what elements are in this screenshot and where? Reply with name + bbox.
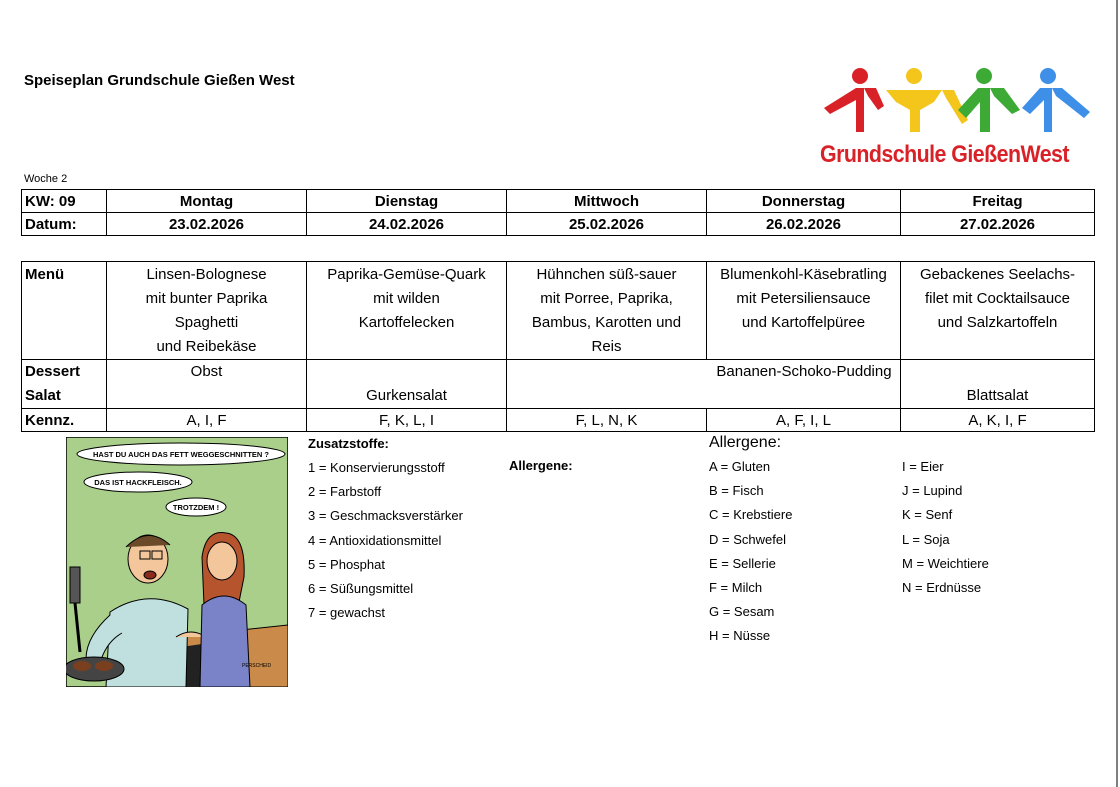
- cartoon-bubble-1: HAST DU AUCH DAS FETT WEGGESCHNITTEN ?: [93, 450, 269, 459]
- menu-line: mit bunter Paprika: [145, 290, 268, 307]
- allergen-item: A = Gluten: [709, 459, 771, 474]
- dessert-cell-mittwoch-donnerstag: [507, 360, 901, 409]
- dessert-cell-freitag: [901, 360, 1095, 409]
- zusatzstoff-item: 7 = gewachst: [308, 605, 385, 621]
- day-date: 24.02.2026: [307, 213, 507, 236]
- page-edge-border: [1116, 0, 1118, 787]
- menu-line: Bambus, Karotten und: [531, 314, 682, 331]
- kennz-value: A, I, F: [107, 409, 307, 432]
- allergene-list-2: [902, 455, 989, 600]
- page-title: Speiseplan Grundschule Gießen West: [24, 72, 295, 89]
- datum-label: Datum:: [22, 213, 107, 236]
- menu-table: [21, 261, 1095, 432]
- logo-text-label: Grundschule GießenWest: [820, 141, 1069, 168]
- dessert-label: Dessert: [25, 363, 81, 380]
- kennz-value: A, K, I, F: [901, 409, 1095, 432]
- kennz-value: F, L, N, K: [507, 409, 707, 432]
- salat-value: Blattsalat: [966, 387, 1029, 404]
- kennz-value: A, F, I, L: [707, 409, 901, 432]
- zusatzstoff-item: 3 = Geschmacksverstärker: [308, 508, 463, 524]
- menu-line: und Salzkartoffeln: [937, 314, 1058, 331]
- day-name: Donnerstag: [707, 190, 901, 213]
- allergen-item: L = Soja: [902, 531, 950, 547]
- cartoon-image: [66, 437, 288, 687]
- logo-figure-yellow: [886, 68, 968, 132]
- menu-line: mit wilden: [373, 290, 440, 307]
- day-name: Mittwoch: [507, 190, 707, 213]
- zusatzstoff-item: 6 = Süßungsmittel: [308, 581, 414, 597]
- zusatzstoffe-list: [308, 436, 463, 625]
- menu-line: mit Porree, Paprika,: [540, 290, 673, 307]
- day-name: Freitag: [901, 190, 1095, 213]
- menu-line: Reis: [591, 338, 622, 355]
- day-date: 23.02.2026: [107, 213, 307, 236]
- cartoon-signature: PERSCHEID: [242, 663, 272, 669]
- menu-label: Menü: [22, 262, 107, 360]
- allergen-item: C = Krebstiere: [709, 507, 793, 523]
- header-days-row: [22, 190, 1095, 213]
- menu-cell-freitag: [901, 262, 1095, 360]
- menu-line: Blumenkohl-Käsebratling: [720, 266, 887, 283]
- menu-line: und Kartoffelpüree: [741, 314, 866, 331]
- cartoon-bubble-2: DAS IST HACKFLEISCH.: [94, 478, 182, 487]
- salat-value: [507, 384, 900, 408]
- cartoon-bubble-3: TROTZDEM !: [172, 503, 220, 512]
- kennz-label: Kennz.: [22, 409, 107, 432]
- day-name: Montag: [107, 190, 307, 213]
- menu-line: Hühnchen süß-sauer: [536, 266, 677, 283]
- day-date: 27.02.2026: [901, 213, 1095, 236]
- logo-figure-red: [824, 68, 884, 132]
- zusatzstoff-item: 2 = Farbstoff: [308, 484, 382, 500]
- kw-label: KW: 09: [22, 190, 107, 213]
- logo-figure-blue: [1022, 68, 1090, 132]
- header-dates-row: [22, 213, 1095, 236]
- day-date: 26.02.2026: [707, 213, 901, 236]
- allergen-item: F = Milch: [709, 580, 763, 596]
- menu-row: [22, 262, 1095, 360]
- logo-figure-green: [958, 68, 1020, 132]
- dessert-cell-dienstag: [307, 360, 507, 409]
- header-table: [21, 189, 1095, 236]
- menu-line: Paprika-Gemüse-Quark: [327, 266, 486, 283]
- week-label: Woche 2: [24, 173, 68, 185]
- menu-cell-mittwoch: [507, 262, 707, 360]
- salat-value: Gurkensalat: [366, 387, 447, 404]
- dessert-value: Bananen-Schoko-Pudding: [716, 363, 892, 380]
- zusatzstoff-item: 4 = Antioxidationsmittel: [308, 532, 442, 548]
- dessert-cell-montag: [107, 360, 307, 409]
- allergene-list-1: [709, 432, 792, 649]
- salat-value: [107, 384, 306, 408]
- menu-line: Kartoffelecken: [358, 314, 455, 331]
- kennz-row: [22, 409, 1095, 432]
- menu-line: Spaghetti: [174, 314, 239, 331]
- allergen-item: E = Sellerie: [709, 555, 776, 571]
- allergen-item: G = Sesam: [709, 604, 775, 620]
- allergen-item: D = Schwefel: [709, 531, 786, 547]
- allergene-bold-label: Allergene:: [509, 458, 573, 473]
- menu-line: mit Petersiliensauce: [736, 290, 871, 307]
- menu-cell-donnerstag: [707, 262, 901, 360]
- kennz-value: F, K, L, I: [307, 409, 507, 432]
- menu-cell-montag: [107, 262, 307, 360]
- allergen-item: H = Nüsse: [709, 628, 771, 644]
- menu-line: Linsen-Bolognese: [146, 266, 267, 283]
- zusatzstoffe-heading: Zusatzstoffe:: [308, 436, 389, 451]
- allergen-item: J = Lupind: [902, 483, 963, 499]
- allergen-item: N = Erdnüsse: [902, 580, 982, 596]
- day-date: 25.02.2026: [507, 213, 707, 236]
- dessert-value: [901, 360, 1094, 384]
- allergen-item: M = Weichtiere: [902, 555, 989, 571]
- zusatzstoff-item: 5 = Phosphat: [308, 556, 385, 572]
- dessert-value: [307, 360, 506, 384]
- allergene-heading: Allergene:: [709, 434, 782, 451]
- zusatzstoff-item: 1 = Konservierungsstoff: [308, 460, 445, 475]
- dessert-salat-label: [22, 360, 107, 409]
- dessert-salat-row: [22, 360, 1095, 409]
- menu-line: filet mit Cocktailsauce: [924, 290, 1071, 307]
- menu-line: und Reibekäse: [156, 338, 257, 355]
- day-name: Dienstag: [307, 190, 507, 213]
- salat-label: Salat: [25, 387, 61, 404]
- menu-cell-dienstag: [307, 262, 507, 360]
- allergen-item: B = Fisch: [709, 483, 764, 499]
- dessert-value: Obst: [190, 363, 223, 380]
- menu-line: Gebackenes Seelachs-: [919, 266, 1076, 283]
- allergen-item: K = Senf: [902, 507, 953, 523]
- logo-text: [820, 141, 1069, 169]
- allergen-item: I = Eier: [902, 459, 944, 474]
